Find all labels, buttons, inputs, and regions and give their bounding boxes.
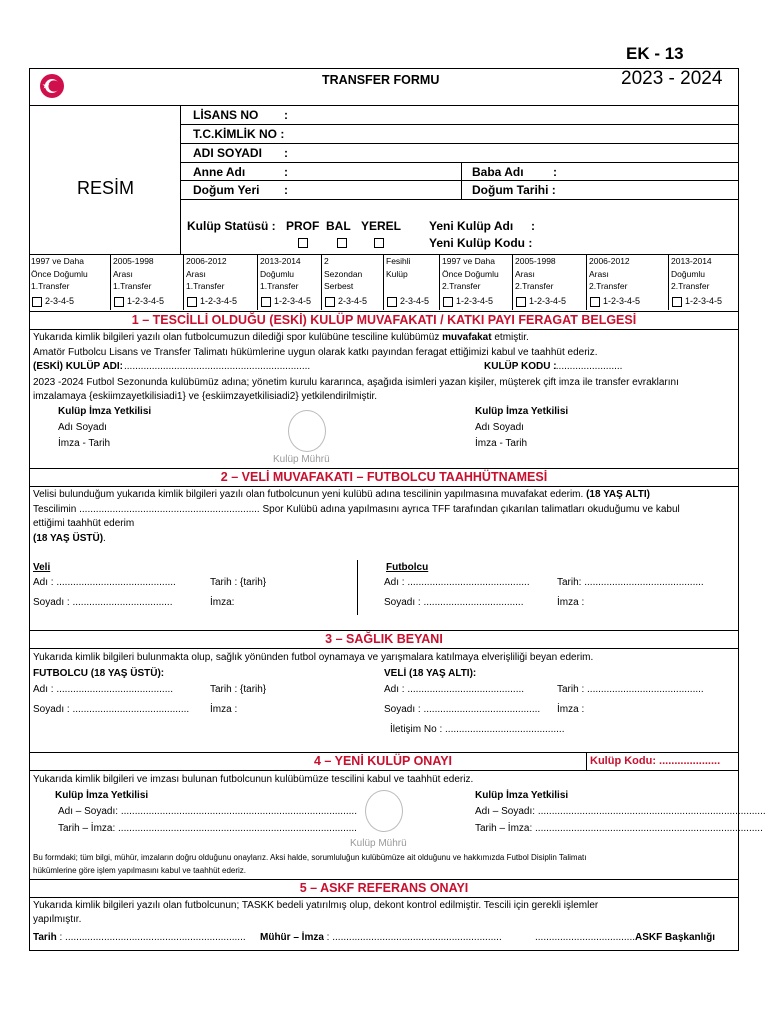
category-label: 2006-2012 — [589, 256, 630, 266]
s1-seal-circle — [288, 410, 326, 452]
section-2-title: 2 – VELİ MUVAFAKATI – FUTBOLCU TAAHHÜTNAMESİ — [29, 468, 739, 487]
prof-label: PROF — [286, 219, 320, 233]
bal-label: BAL — [326, 219, 351, 233]
category-option[interactable] — [672, 295, 722, 308]
category-value: 1-2-3-4-5 — [127, 296, 165, 306]
category-label: Doğumlu — [671, 268, 706, 279]
category-checkbox[interactable] — [32, 297, 42, 307]
category-value: 2-3-4-5 — [338, 296, 368, 306]
category-value: 1-2-3-4-5 — [274, 296, 312, 306]
category-option[interactable] — [114, 295, 164, 308]
category-cell[interactable] — [669, 254, 739, 310]
category-label: Arası — [515, 268, 535, 279]
category-option[interactable] — [387, 295, 429, 308]
s5-tarih[interactable]: Tarih : ................................................................. — [33, 932, 246, 943]
category-option[interactable] — [325, 295, 367, 308]
category-checkbox[interactable] — [114, 297, 124, 307]
futbolcu-label: Futbolcu — [386, 562, 429, 573]
s4-p1: Yukarıda kimlik bilgileri ve imzası bulunan futbolcunun kulübümüze tescilini kabul ve taahhüt ederiz. — [33, 774, 474, 785]
s1-adi-2[interactable]: Adı Soyadı — [475, 422, 524, 433]
yeni-kulup-adi-label: Yeni Kulüp Adı — [429, 219, 514, 233]
s4-adi-1[interactable]: Adı – Soyadı: ..................................................................................... — [58, 806, 357, 817]
s3-adi[interactable]: Adı : .......................................... — [33, 684, 174, 695]
yeni-kulup-kodu-label: Yeni Kulüp Kodu : — [429, 236, 533, 250]
category-label: Arası — [113, 268, 133, 279]
bal-checkbox[interactable] — [337, 238, 347, 248]
category-label: 1.Transfer — [260, 281, 299, 291]
category-value: 1-2-3-4-5 — [603, 296, 641, 306]
s2-veli-tarih[interactable]: Tarih : {tarih} — [210, 577, 267, 588]
s4-tarih-1[interactable]: Tarih – İmza: ...................................................................................... — [58, 823, 357, 834]
category-value: 1-2-3-4-5 — [456, 296, 494, 306]
category-value: 2-3-4-5 — [400, 296, 430, 306]
s1-p1: Yukarıda kimlik bilgileri yazılı olan futbolcumuzun dilediği spor kulübüne tesciline kulübümüz muvafakat etmiştir. — [33, 332, 529, 343]
category-label: Sezondan — [324, 268, 363, 279]
s2-p4: (18 YAŞ ÜSTÜ). — [33, 533, 106, 544]
s5-bask: ....................................ASKF Başkanlığı — [535, 932, 716, 943]
section-4-bar — [29, 752, 739, 771]
category-label: Arası — [186, 268, 206, 279]
s1-adi-1[interactable]: Adı Soyadı — [58, 422, 107, 433]
category-label: 2.Transfer — [589, 281, 628, 291]
category-cell[interactable] — [384, 254, 440, 310]
category-label: 2.Transfer — [442, 281, 481, 291]
s1-yetkili-1: Kulüp İmza Yetkilisi — [58, 406, 152, 417]
s1-p2: Amatör Futbolcu Lisans ve Transfer Talimatı hükümlerine uygun olarak katkı payından feragat ettiğimizi kabul ve taahhüt ederiz. — [33, 347, 598, 358]
category-option[interactable] — [590, 295, 640, 308]
ek-number: EK - 13 — [626, 44, 684, 63]
s1-imza-1[interactable]: İmza - Tarih — [58, 438, 111, 449]
category-checkbox[interactable] — [261, 297, 271, 307]
kulup-kodu-field[interactable]: ......................... — [553, 361, 623, 372]
s1-p4: imzalamaya {eskiimzayetkilisiadi1} ve {eskiimzayetkilisiadi2} yetkilendirilmiştir. — [33, 391, 378, 402]
category-checkbox[interactable] — [590, 297, 600, 307]
baba-colon: : — [553, 165, 557, 179]
s4-seal-label: Kulüp Mührü — [350, 838, 407, 849]
category-checkbox[interactable] — [516, 297, 526, 307]
category-label: 1997 ve Daha — [442, 256, 495, 266]
season: 2023 - 2024 — [621, 68, 723, 89]
dogum-tarihi-label: Doğum Tarihi : — [472, 183, 556, 197]
category-checkbox[interactable] — [325, 297, 335, 307]
tff-logo — [37, 70, 67, 100]
s1-imza-2[interactable]: İmza - Tarih — [475, 438, 528, 449]
yeni-kulup-adi-colon: : — [531, 219, 535, 233]
category-label: Serbest — [324, 281, 354, 291]
s4-seal-circle — [365, 790, 403, 832]
s4-tarih-2[interactable]: Tarih – İmza: .................................................................................. — [475, 823, 763, 834]
category-cell[interactable] — [111, 254, 184, 310]
baba-label: Baba Adı — [472, 165, 524, 179]
photo-label: RESİM — [77, 178, 135, 198]
category-cell[interactable] — [184, 254, 258, 310]
prof-checkbox[interactable] — [298, 238, 308, 248]
s5-p1: Yukarıda kimlik bilgileri yazılı olan futbolcunun; TASKK bedeli yatırılmış olup, dekont kontrol edilmiştir. Tescili için gerekli işlemler — [33, 900, 599, 911]
category-label: Önce Doğumlu — [31, 268, 88, 279]
anne-label: Anne Adı — [193, 165, 246, 179]
s5-p2: yapılmıştır. — [33, 914, 82, 925]
lisans-row[interactable] — [181, 106, 739, 125]
s3-soyadi[interactable]: Soyadı : .......................................... — [33, 704, 190, 715]
category-label: Doğumlu — [260, 268, 295, 279]
eski-kulup-field[interactable]: ................................................................... — [124, 361, 311, 372]
category-cell[interactable] — [322, 254, 384, 310]
kulup-statusu-label: Kulüp Statüsü : — [187, 219, 276, 233]
s1-yetkili-2: Kulüp İmza Yetkilisi — [475, 406, 569, 417]
s4-note-1: Bu formdaki; tüm bilgi, mühür, imzaların doğru olduğunu onaylarız. Aksi halde, sorumluluğun kulübümüze ait olduğunu ve hakkımızda Futbol Disiplin Talimatı — [33, 853, 587, 862]
s2-p1: Velisi bulunduğum yukarıda kimlik bilgileri yazılı olan futbolcunun yeni kulübü adına tescilinin yapılmasına muvafakat ederim. (18 YAŞ ALTI) — [33, 489, 650, 500]
category-label: Önce Doğumlu — [442, 268, 499, 279]
category-label: 1997 ve Daha — [31, 256, 84, 266]
lisans-colon: : — [284, 108, 288, 122]
category-cell[interactable] — [258, 254, 322, 310]
s4-kulup-kodu[interactable]: Kulüp Kodu: .................... — [586, 753, 720, 770]
s4-note-2: hükümlerine göre işlem yapılmasını kabul ve taahhüt ederiz. — [33, 866, 246, 875]
s2-fut-tarih[interactable]: Tarih: ........................................... — [557, 577, 704, 588]
s4-yetkili-2: Kulüp İmza Yetkilisi — [475, 790, 569, 801]
category-option[interactable] — [443, 295, 493, 308]
category-cell[interactable] — [587, 254, 669, 310]
s2-divider — [357, 560, 358, 615]
category-checkbox[interactable] — [672, 297, 682, 307]
s3-veli-imza[interactable]: İmza : — [557, 704, 585, 715]
category-label: 1.Transfer — [113, 281, 152, 291]
category-value: 2-3-4-5 — [45, 296, 75, 306]
section-4-title: 4 – YENİ KULÜP ONAYI — [314, 754, 453, 768]
s2-veli-adi[interactable]: Adı : ........................................... — [33, 577, 176, 588]
category-label: 1.Transfer — [31, 281, 70, 291]
category-value: 1-2-3-4-5 — [200, 296, 238, 306]
s2-p2: Tescilimin ................................................................. Spor Kulübü adına yapılmasını ayrıca TFF tarafından çıkarılan talimatları okuduğumu ve kabul — [33, 504, 680, 515]
tc-row[interactable] — [181, 125, 739, 144]
category-label: Kulüp — [386, 268, 408, 279]
category-value: 1-2-3-4-5 — [685, 296, 723, 306]
category-checkbox[interactable] — [187, 297, 197, 307]
s2-veli-soyadi[interactable]: Soyadı : .................................... — [33, 597, 173, 608]
s1-seal-label: Kulüp Mührü — [273, 454, 330, 465]
s3-veli-tarih[interactable]: Tarih : .......................................... — [557, 684, 704, 695]
category-checkbox[interactable] — [443, 297, 453, 307]
s2-p3: ettiğimi taahhüt ederim — [33, 518, 135, 529]
s3-p1: Yukarıda kimlik bilgileri bulunmakta olup, sağlık yönünden futbol oynamaya ve yarışmalara katılmaya elverişliliği beyan ederim. — [33, 652, 594, 663]
adi-soyadi-label: ADI SOYADI — [193, 146, 262, 160]
s2-fut-imza[interactable]: İmza : — [557, 597, 585, 608]
s2-fut-adi[interactable]: Adı : ............................................ — [384, 577, 530, 588]
s3-veli-soyadi[interactable]: Soyadı : .......................................... — [384, 704, 541, 715]
adi-soyadi-colon: : — [284, 146, 288, 160]
form-title: TRANSFER FORMU — [322, 73, 440, 87]
s4-yetkili-1: Kulüp İmza Yetkilisi — [55, 790, 149, 801]
s3-iletisim[interactable]: İletişim No : ........................................... — [390, 724, 565, 735]
category-checkbox[interactable] — [387, 297, 397, 307]
category-cell[interactable] — [29, 254, 111, 310]
veli-label: Veli — [33, 562, 51, 573]
s3-futbolcu18: FUTBOLCU (18 YAŞ ÜSTÜ): — [33, 668, 165, 679]
eski-kulup-label: (ESKİ) KULÜP ADI: — [33, 361, 123, 372]
yerel-checkbox[interactable] — [374, 238, 384, 248]
kulup-kodu-label: KULÜP KODU : — [484, 361, 557, 372]
s1-p3: 2023 -2024 Futbol Sezonunda kulübümüz adına; yönetim kurulu kararınca, aşağıda isimleri yazan kişiler, müşterek çift imza ile transfer evraklarını — [33, 377, 679, 388]
category-label: 2005-1998 — [515, 256, 556, 266]
category-cell[interactable] — [440, 254, 513, 310]
adi-soyadi-row[interactable] — [181, 144, 739, 163]
category-label: Arası — [589, 268, 609, 279]
s4-adi-2[interactable]: Adı – Soyadı: .................................................................................. — [475, 806, 766, 817]
photo-box[interactable] — [29, 106, 181, 254]
s5-muhur[interactable]: Mühür – İmza : ............................................................. — [260, 932, 502, 943]
category-label: 2.Transfer — [515, 281, 554, 291]
category-option[interactable] — [187, 295, 237, 308]
dogum-row[interactable] — [181, 181, 739, 200]
category-value: 1-2-3-4-5 — [529, 296, 567, 306]
category-label: 2.Transfer — [671, 281, 710, 291]
category-label: 2 — [324, 256, 329, 266]
category-label: 1.Transfer — [186, 281, 225, 291]
tc-label: T.C.KİMLİK NO : — [193, 127, 285, 141]
category-option[interactable] — [32, 295, 74, 308]
category-cell[interactable] — [513, 254, 587, 310]
category-option[interactable] — [261, 295, 311, 308]
anne-baba-row[interactable] — [181, 163, 739, 181]
section-3-title: 3 – SAĞLIK BEYANI — [29, 630, 739, 649]
dogum-yeri-label: Doğum Yeri — [193, 183, 260, 197]
s2-veli-imza[interactable]: İmza: — [210, 597, 235, 608]
section-5-title: 5 – ASKF REFERANS ONAYI — [29, 879, 739, 898]
category-label: 2013-2014 — [260, 256, 301, 266]
lisans-label: LİSANS NO — [193, 108, 259, 122]
category-option[interactable] — [516, 295, 566, 308]
yerel-label: YEREL — [361, 219, 402, 233]
divider — [461, 163, 462, 200]
section-1-title: 1 – TESCİLLİ OLDUĞU (ESKİ) KULÜP MUVAFAKATI / KATKI PAYI FERAGAT BELGESİ — [29, 311, 739, 330]
s3-tarih[interactable]: Tarih : {tarih} — [210, 684, 267, 695]
category-label: 2013-2014 — [671, 256, 712, 266]
s3-imza[interactable]: İmza : — [210, 704, 238, 715]
category-label: Fesihli — [386, 256, 411, 266]
anne-colon: : — [284, 165, 288, 179]
s3-veli18: VELİ (18 YAŞ ALTI): — [384, 668, 477, 679]
category-label: 2005-1998 — [113, 256, 154, 266]
category-label: 2006-2012 — [186, 256, 227, 266]
dogum-yeri-colon: : — [284, 183, 288, 197]
s2-fut-soyadi[interactable]: Soyadı : .................................... — [384, 597, 524, 608]
s3-veli-adi[interactable]: Adı : .......................................... — [384, 684, 525, 695]
